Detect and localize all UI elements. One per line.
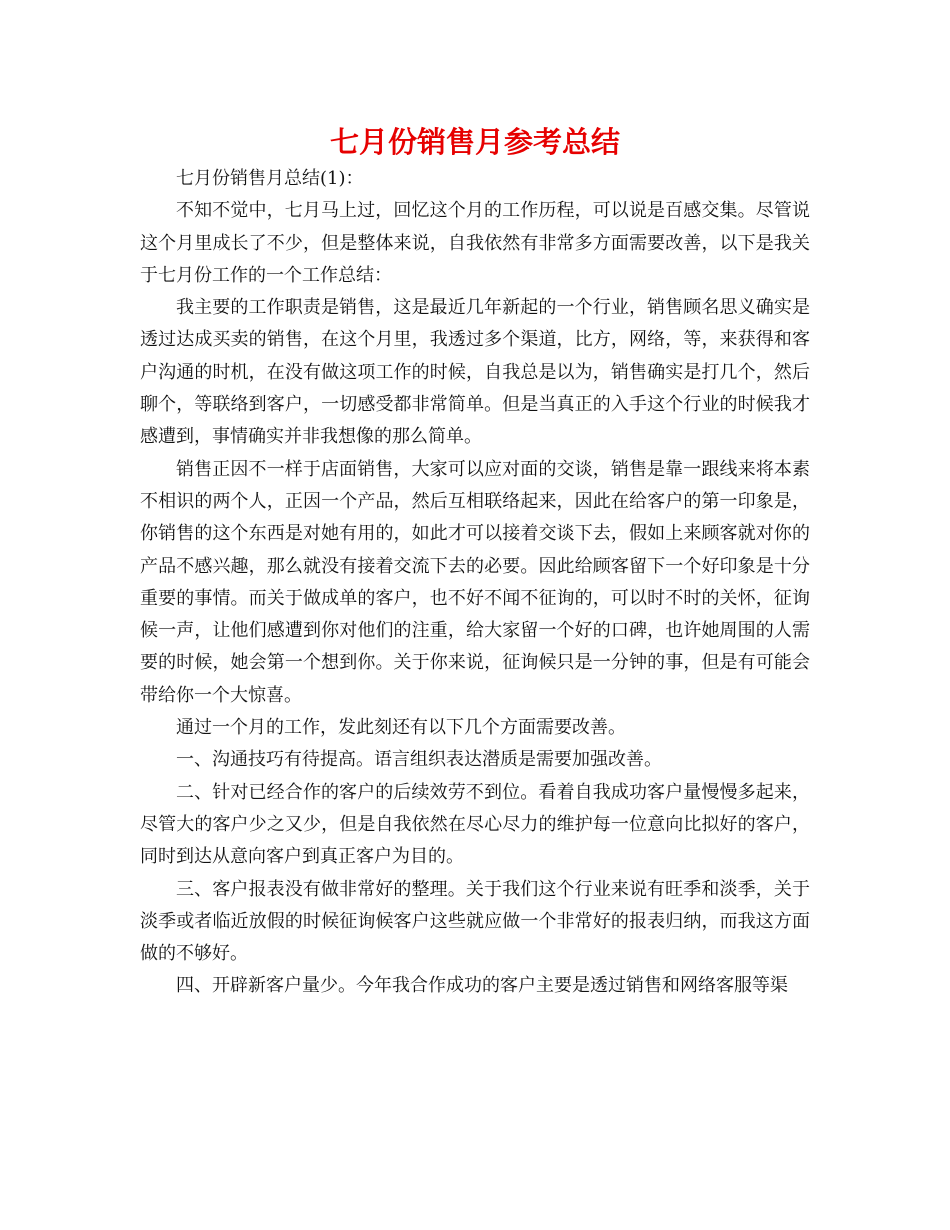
paragraph-duties: 我主要的工作职责是销售，这是最近几年新起的一个行业，销售顾名思义确实是透过达成买卖的销售，在这个月里，我透过多个渠道，比方，网络，等，来获得和客户沟通的时机，在没有做这项工作的时候，自我总是以为，销售确实是打几个，然后聊个，等联络到客户，一切感受都非常简单。但是当真正的入手这个行业的时候我才感遭到，事情确实并非我想像的那么简单。 — [140, 297, 810, 448]
paragraph-intro: 不知不觉中，七月马上过，回忆这个月的工作历程，可以说是百感交集。尽管说这个月里成长了不少，但是整体来说，自我依然有非常多方面需要改善，以下是我关于七月份工作的一个工作总结： — [140, 200, 810, 286]
document-body — [140, 163, 810, 1003]
paragraph-point-three: 三、客户报表没有做非常好的整理。关于我们这个行业来说有旺季和淡季，关于淡季或者临近放假的时候征询候客户这些就应做一个非常好的报表归纳，而我这方面做的不够好。 — [140, 878, 810, 965]
paragraph-point-four: 四、开辟新客户量少。今年我合作成功的客户主要是透过销售和网络客服等渠 — [176, 975, 788, 997]
paragraph-improvements-intro: 通过一个月的工作，发此刻还有以下几个方面需要改善。 — [176, 717, 626, 739]
paragraph-point-two: 二、针对已经合作的客户的后续效劳不到位。看着自我成功客户量慢慢多起来，尽管大的客户少之又少，但是自我依然在尽心尽力的维护每一位意向比拟好的客户，同时到达从意向客户到真正客户为目的。 — [140, 781, 810, 868]
paragraph-subtitle: 七月份销售月总结(1)： — [176, 168, 364, 189]
paragraph-point-one: 一、沟通技巧有待提高。语言组织表达潜质是需要加强改善。 — [176, 749, 662, 771]
document-title: 七月份销售月参考总结 — [329, 125, 620, 159]
paragraph-phone-sales: 销售正因不一样于店面销售，大家可以应对面的交谈，销售是靠一跟线来将本素不相识的两个人，正因一个产品，然后互相联络起来，因此在给客户的第一印象是，你销售的这个东西是对她有用的，如此才可以接着交谈下去，假如上来顾客就对你的产品不感兴趣，那么就没有接着交流下去的必要。因此给顾客留下一个好印象是十分重要的事情。而关于做成单的客户，也不好不闻不征询的，可以时不时的关怀，征询候一声，让他们感遭到你对他们的注重，给大家留一个好的口碑，也许她周围的人需要的时候，她会第一个想到你。关于你来说，征询候只是一分钟的事，但是有可能会带给你一个大惊喜。 — [140, 458, 810, 706]
